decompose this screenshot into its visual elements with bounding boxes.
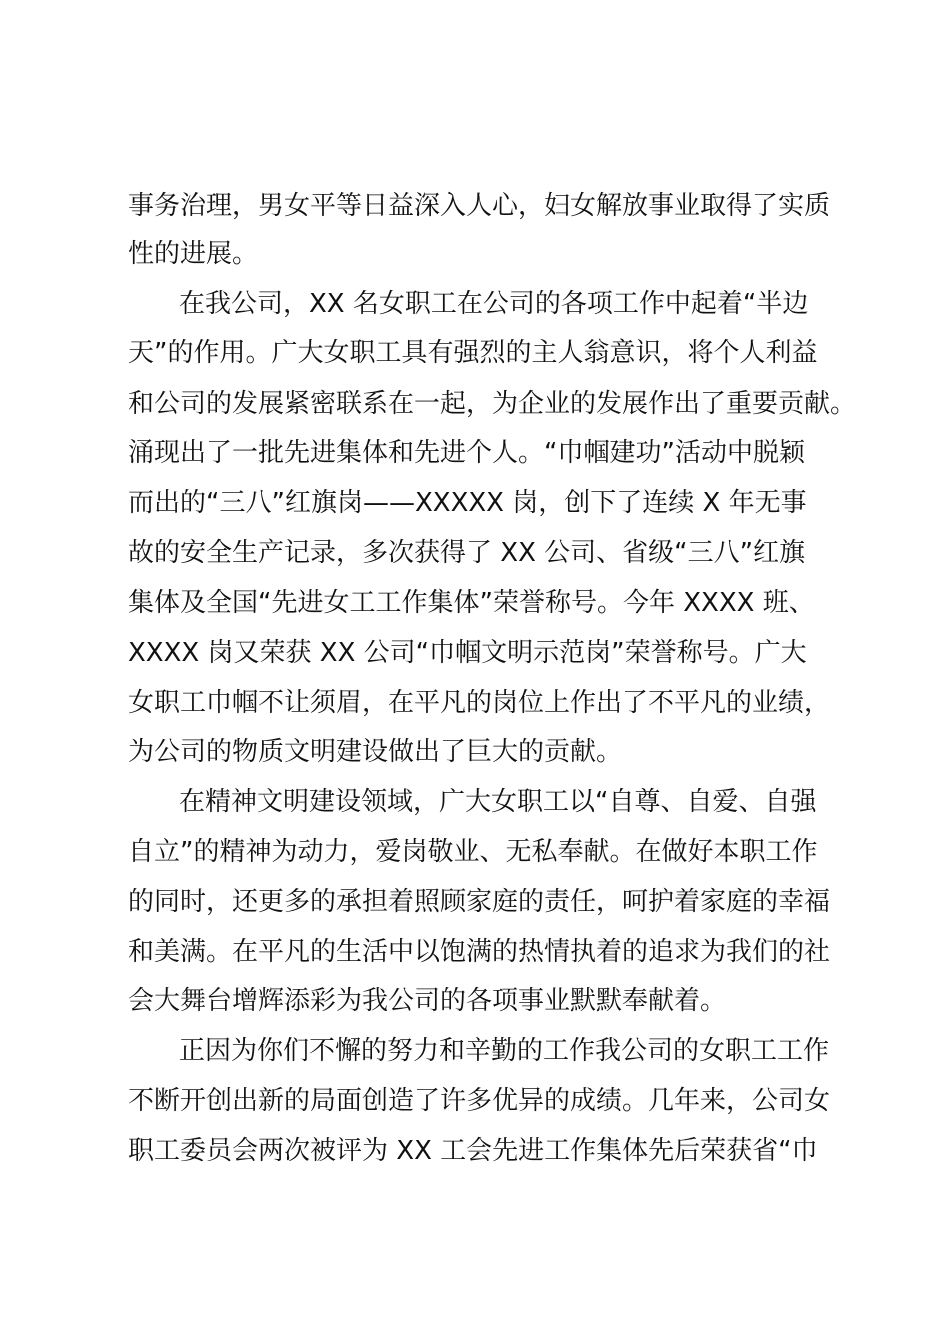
text-line: 和公司的发展紧密联系在一起，为企业的发展作出了重要贡献。 (128, 389, 857, 419)
text-line: 会大舞台增辉添彩为我公司的各项事业默默奉献着。 (128, 986, 727, 1016)
paragraph-start-line: 在精神文明建设领域，广大女职工以“自尊、自爱、自强 (179, 787, 817, 817)
text-line: 为公司的物质文明建设做出了巨大的贡献。 (128, 737, 623, 767)
text-line: 的同时，还更多的承担着照顾家庭的责任，呵护着家庭的幸福 (128, 887, 831, 917)
text-line: 而出的“三八”红旗岗——XXXXX 岗，创下了连续 X 年无事 (128, 488, 807, 518)
paragraph-start-line: 在我公司，XX 名女职工在公司的各项工作中起着“半边 (179, 289, 809, 319)
text-line: 职工委员会两次被评为 XX 工会先进工作集体先后荣获省“巾 (128, 1136, 818, 1166)
text-line: 不断开创出新的局面创造了许多优异的成绩。几年来，公司女 (128, 1086, 831, 1116)
text-line: 事务治理，男女平等日益深入人心，妇女解放事业取得了实质 (128, 191, 831, 221)
text-line: 女职工巾帼不让须眉，在平凡的岗位上作出了不平凡的业绩， (128, 688, 831, 718)
text-line: 涌现出了一批先进集体和先进个人。“巾帼建功”活动中脱颖 (128, 438, 805, 468)
text-line: 故的安全生产记录，多次获得了 XX 公司、省级“三八”红旗 (128, 538, 806, 568)
paragraph-start-line: 正因为你们不懈的努力和辛勤的工作我公司的女职工工作 (179, 1036, 830, 1066)
text-line: 集体及全国“先进女工工作集体”荣誉称号。今年 XXXX 班、 (128, 588, 815, 618)
text-line: XXXX 岗又荣获 XX 公司“巾帼文明示范岗”荣誉称号。广大 (128, 638, 807, 668)
text-line: 性的进展。 (128, 239, 259, 269)
text-line: 天”的作用。广大女职工具有强烈的主人翁意识，将个人利益 (128, 338, 818, 368)
text-line: 和美满。在平凡的生活中以饱满的热情执着的追求为我们的社 (128, 937, 831, 967)
text-line: 自立”的精神为动力，爱岗敬业、无私奉献。在做好本职工作 (128, 837, 818, 867)
